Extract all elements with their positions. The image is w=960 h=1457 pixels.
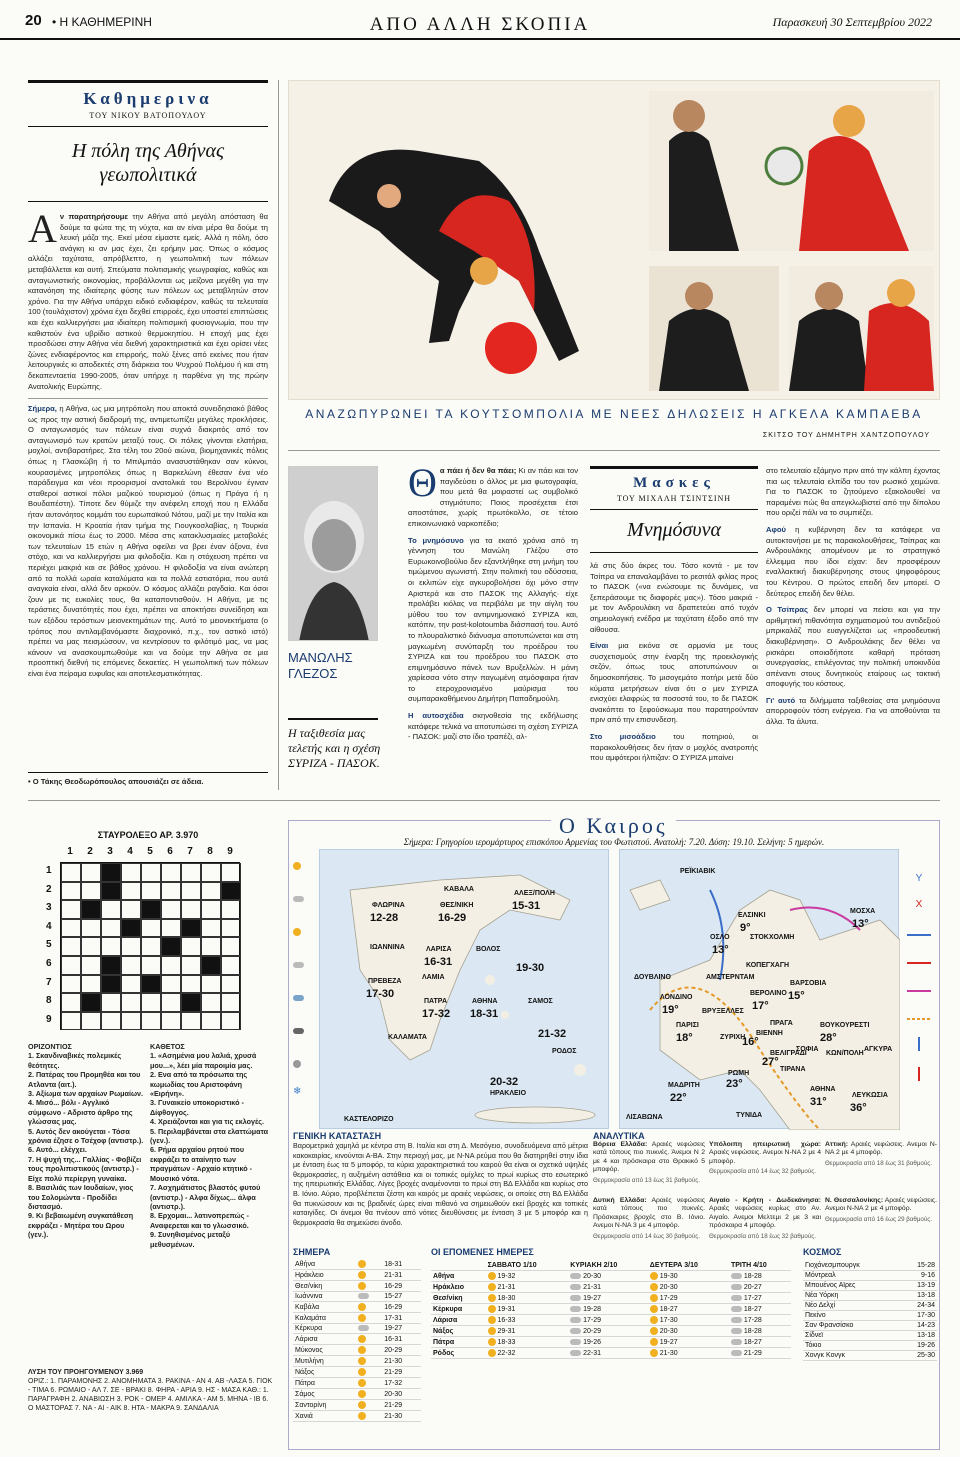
crossword-cell	[141, 975, 161, 994]
portrait-photo	[288, 466, 378, 641]
crossword-cell[interactable]	[221, 956, 241, 975]
crossword-cell[interactable]	[121, 937, 141, 956]
crossword-cell[interactable]	[161, 882, 181, 901]
crossword-cell[interactable]	[121, 882, 141, 901]
crossword-cell[interactable]	[61, 1012, 81, 1031]
crossword-solution: ΛΥΣΗ ΤΟΥ ΠΡΟΗΓΟΥΜΕΝΟΥ 3.969 ΟΡΙΖ.: 1. ΠΑΡΑΜΟΝΗΣ 2. ΑΝΟΜΗΜΑΤΑ 3. ΡΑΚΙΝΑ - ΑΝ 4. ΑΒ -ΛΑΣΑ 5. ΓΙΟΚ - ΤΙΜΑ 6. ΡΩΜΑΙΟ - ΑΛ 7. ΣΕ - ΒΡΑΚΙ 8. ΦΗΡΑ - ΑΡΙΑ 9. ΗΣ - ΜΑΣΑ ΚΑΘ.: 1. ΠΑΡΑΓΡΑΦΗ 2. ΑΝΑΒΙΩΣΗ 3. ΡΟΚ - ΟΜΕΡ 4. ΑΜΙΛΚΑ - ΑΜ 5. ΜΗΝΑ - ΙΒ 6. Ο ΜΑΣΤΟΡΑΣ 7. ΝΑ - ΑΙ - ΑΙΚ 8. ΗΤΑ - ΜΑΚΡΑ 9. ΣΑΝΔΑΛΙΑ	[28, 1369, 273, 1412]
weather-section	[288, 813, 940, 1450]
table-row: Νέα Υόρκη 13-18	[805, 1292, 935, 1299]
crossword-cell[interactable]	[101, 937, 121, 956]
table-row: Πάτρα 18-33 19-26 19-27 18-27	[431, 1337, 791, 1348]
crossword-cell[interactable]	[181, 975, 201, 994]
sun-icon	[293, 862, 301, 870]
svg-text:X: X	[915, 899, 923, 910]
crossword-cell[interactable]	[161, 900, 181, 919]
table-row: Θεσ/νίκη 18-30 19-27 17-29 17-27	[431, 1293, 791, 1304]
crossword-cell	[161, 937, 181, 956]
crossword-cell	[181, 993, 201, 1012]
column-title: Η πόλη της Αθήνας γεωπολιτικά	[28, 126, 268, 202]
section-title: ΑΠΟ ΑΛΛΗ ΣΚΟΠΙΑ	[369, 14, 591, 35]
crossword-cell[interactable]	[81, 956, 101, 975]
crossword-cell	[101, 863, 121, 882]
crossword-cell[interactable]	[141, 993, 161, 1012]
table-row: Νάξος 21-29	[293, 1367, 421, 1378]
crossword-cell[interactable]	[141, 919, 161, 938]
table-row: Λάρισα 16-31	[293, 1334, 421, 1345]
crossword-cell[interactable]	[221, 937, 241, 956]
table-row: Καλαμάτα 17-31	[293, 1313, 421, 1324]
table-row: Χανιά 21-30	[293, 1411, 421, 1422]
page-number: 20	[25, 12, 42, 29]
svg-text:Y: Y	[915, 873, 923, 884]
column-byline: ΤΟΥ ΝΙΚΟΥ ΒΑΤΟΠΟΥΛΟΥ	[89, 111, 207, 120]
crossword-cell[interactable]	[61, 919, 81, 938]
table-row: Χονγκ Κονγκ 25-30	[805, 1352, 935, 1359]
moon-icon	[293, 1060, 301, 1068]
weather-title: Ο Καιρος	[551, 813, 676, 839]
column-head: Καθημερινα	[83, 89, 213, 108]
today-table	[293, 1259, 421, 1422]
crossword-cell[interactable]	[161, 993, 181, 1012]
crossword-cell[interactable]	[181, 937, 201, 956]
crossword-cell[interactable]	[201, 919, 221, 938]
maskes-head: Μασκες	[633, 475, 715, 491]
table-row: Σαντορίνη 21-29	[293, 1400, 421, 1411]
crossword-cell[interactable]	[61, 937, 81, 956]
crossword-cell[interactable]	[221, 919, 241, 938]
next-days-heading: ΟΙ ΕΠΟΜΕΝΕΣ ΗΜΕΡΕΣ	[431, 1247, 534, 1257]
crossword-cell[interactable]	[161, 956, 181, 975]
cloud-icon	[293, 962, 304, 968]
crossword-cell[interactable]	[101, 993, 121, 1012]
sun-icon	[293, 928, 301, 936]
cartoon-illustration	[288, 80, 940, 400]
cloud-icon	[293, 896, 304, 902]
rain-icon	[293, 995, 304, 1001]
crossword-cell[interactable]	[161, 1012, 181, 1031]
table-row: Καβάλα 16-29	[293, 1302, 421, 1313]
crossword-cell[interactable]	[201, 937, 221, 956]
crossword-cell	[101, 956, 121, 975]
pull-quote: Η ταξιθεσία μας τελετής και η σχέση ΣΥΡΙΖΑ - ΠΑΣΟΚ.	[288, 726, 381, 770]
table-row: Μύκονος 20-29	[293, 1345, 421, 1356]
crossword-cell[interactable]	[121, 863, 141, 882]
crossword-cell[interactable]	[181, 1012, 201, 1031]
analytic-heading: ΑΝΑΛΥΤΙΚΑ	[593, 1131, 645, 1141]
table-row: Κέρκυρα 19-27	[293, 1324, 421, 1334]
table-row: Ηράκλειο 21-31	[293, 1270, 421, 1281]
portrait-name: ΜΑΝΩΛΗΣ ΓΛΕΖΟΣ	[288, 650, 353, 681]
regional-forecasts: Βόρεια Ελλάδα: Αραιές νεφώσεις κατά τόπους πιο πυκνές. Άνεμοι Ν 2 με 4 και πρόσκαιρα στο Θρακικό 5 μποφόρ. Θερμοκρασία από 13 έως 31 βαθμούς. Υπόλοιπη ηπειρωτική χώρα: Αραιές νεφώσεις. Ανεμοι Ν-ΝΑ 2 με 4 μποφόρ. Θερμοκρασία από 14 έως 32 βαθμούς. Αττική: Αραιές νεφώσεις. Ανεμοι Ν-ΝΑ 2 με 4 μποφόρ. Θερμοκρασία από 18 έως 31 βαθμούς. Δυτική Ελλάδα: Αραιές νεφώσεις κατά τόπους πιο πυκνές. Πρόσκαιρες βροχές στο Β. Ιόνιο. Ανεμοι Ν-ΝΑ 3 με 4 μποφόρ. Θερμοκρασία από 14 έως 30 βαθμούς. Αιγαίο - Κρήτη - Δωδεκάνησα: Αραιές νεφώσεις κυρίως στο Αν. Αιγαίο. Ανεμοι Μελτεμι 2 με 3 και πρόσκαιρα 4 μποφόρ. Θερμοκρασία από 18 έως 32 βαθμούς. Ν. Θεσσαλονίκης: Αραιές νεφώσεις. Ανεμοι Ν-ΝΑ 2 με 4 μποφόρ. Θερμοκρασία από 16 έως 29 βαθμούς.	[593, 1141, 938, 1240]
column-body: Αν παρατηρήσουμε την Αθήνα από μεγάλη απόσταση θα δούμε τα φώτα της τη νύχτα, και αν είναι μέρα θα δούμε τη λευκή μάζα της. Εκεί μέσα είμαστε εμείς. Αλλά η πόλη, όσο ανάγκη κι αν μας έχει, ζει ερήμην μας. Όπως ο κόσμος αλλάζει ταχύτατα, απρόβλεπτο, η γεωπολιτική των πόλεων μεταβάλλεται και αυτή. Σπεύματα πολιτισμικής γεωγραφίας, καθώς και ανταγωνιστικής οικονομίας, προβάλλονται ως μείζονα μεγέθη για την κατανόηση της ιδιαίτερης φύσης των πόλεων ως μεταβλητών στον χρόνο. Για την Αθήνα υπάρχει ειδικό ενδιαφέρον, καθώς τα τελευταία 100 (τουλάχιστον) χρόνια έχει δεχθεί επιρροές, έχει υποστεί επιπτώσεις και έχει καλλιεργήσει μια ιδιαίτερη πολιτισμική φυσιογνωμία, που την καθιστούν ένα υβρίδιο αστικού θερμοκηπίου. Η εποχή μας έχει προσδώσει στην Αθήνα νέα διεθνή χαρακτηριστικά και έχει ορίσει νέες ζώνες ενδιαφέροντος και επιρροής, πολύ ξένες από εκείνες που ήταν λειτουργικές κι αποδεκτές στη διάρκεια του Ψυχρού Πολέμου ή και στη δεκαπενταετία 1990-2005, όταν υπήρχε η παρθένα γη της πρώην Ανατολικής Ευρώπης. Σήμερα, η Αθήνα, ως μια μητρόπολη που αποκτά συνειδησιακό βάθος ως προς την αστική διαδρομή της, αντιμετωπίζει μεγάλες προκλήσεις. Ο ανταγωνισμός των πόλεων είναι συχνά διακριτός από τον ανταγωνισμό των κρατών μεταξύ τους. Οι πόλεις γίνονται ελατήρια, μοχλοί, αντιβαρατήρες. Στα τέλη του 20ού αιώνα, βιομηχανικές πόλεις όπως η Γλασκώβη ή το Μπιλμπάο ανασυστάθηκαν σαν κύκνοι, κουρασμένες μητροπόλεις όπως η Βαρκελώνη έθεσαν ένα νέο παράδειγμα και νέοι προορισμοί ανατολικά του Βερολίνου έγιναν σταθεροί αστικοί πόλοι μαζικού τουρισμού (όπως η Πράγα ή η Βουδαπέστη). Τίποτε δεν θύμιζε την ανέφελη εποχή που η Ελλάδα ήταν αυτονόητος κομμάτι του ευρωπαϊκού Νότου, μαζί με την Ιταλία και την Ισπανία. Η Κροατία ήταν τμήμα της Γιουγκοσλαβίας, η Τουρκία οικονομικά πίσω έως το 2000. Μέσα στις κατακλυσμιαίες μεταβολές των τελευταίων 15 ετών η Αθήνα οφείλει να βρει έναν άξονα, ένα στόχο, και να καλλιεργήσει μια φιλοδοξία. Και η στόχευση πρέπει να περιέχει μακριά και σε βάθος χρόνου. Η φιλοδοξία να είναι ανώτερη από τα πολλά ωραία καταλύματα και τα πολλά εστιατόρια, που αυτά αναγκαία είναι, αλλά δεν αρκούν. Ο κόσμος αλλάζει ραγδαία. Και όσοι ζουν με τις ευκολίες τους, θα καταποντισθούν. Η Αθήνα, με τις τεράστιες δυνατότητές που έχει, πρέπει να αποκτήσει συνείδηση και των εξόδου τερόστιων μειονεκτημάτων της. Αυτό το μειονεκτήματα (ο τρόπος που αντιλαμβανόμαστε διαχρονικό, π.χ., τον αστικό ιστό) πρέπει να μας πεισμώσουν, να κεντρίσουν το φιλότιμό μας, να μας κάνουν να ανασκουμπωθούμε και να δούμε την Αθήνα σε μια προοπτική διεθνή τις επόμενες δεκαετίες. Η γεωπολιτική των πόλεων είναι ένα πείραμα ευφυΐας και αποτελεσματικότητας.	[28, 206, 268, 678]
crossword-cell[interactable]	[61, 993, 81, 1012]
crossword-cell[interactable]	[181, 900, 201, 919]
crossword-cell	[121, 919, 141, 938]
crossword-cell[interactable]	[161, 975, 181, 994]
crossword-down: ΚΑΘΕΤΟΣ 1. «Ασημένια μου λαλιά, χρυσά μου...», λέει μία παροιμία μας. 2. Ενα από τα πρόσωπα της κωμωδίας του Αριστοφάνη «Ειρήνη». 3. Γυναικείο υποκοριστικό - Δίφθογγος. 4. Χρειάζονται και για τις εκλογές. 5. Περιλαμβάνεται στα ελαττώματα (γεν.). 6. Ρήμα αρχαίου ρητού που εκφράζει το αταίνητο των πραγμάτων - Αρχαίο κτητικό - Μουσικό νότα. 7. Ασχημάτιστος βλαστός φυτού (αντιστρ.) - Αλφα δίχως... άλφα (αντιστρ.). 8. Ερχομαι... λατινοπρεπώς - Αναφερεται και το γλωσσικό. 9. Συνηθισμένος μεταξύ μεθυσμένων.	[150, 1042, 269, 1249]
table-row: Λάρισα 16-33 17-29 17-30 17-28	[431, 1315, 791, 1326]
table-row: Σάμος 20-30	[293, 1389, 421, 1400]
crossword-cell	[101, 975, 121, 994]
crossword-cell[interactable]	[141, 956, 161, 975]
cartoon-credit: ΣΚΙΤΣΟ ΤΟΥ ΔΗΜΗΤΡΗ ΧΑΝΤΖΟΠΟΥΛΟΥ	[762, 432, 930, 439]
table-row: Ιωάννινα 15-27	[293, 1292, 421, 1302]
table-row: Πεκίνο 17-30	[805, 1312, 935, 1319]
crossword-cell[interactable]	[161, 863, 181, 882]
today-heading: ΣΗΜΕΡΑ	[293, 1247, 331, 1257]
table-row: Μυτιλήνη 21-30	[293, 1356, 421, 1367]
crossword-cell	[101, 882, 121, 901]
table-row: Πάτρα 17-32	[293, 1378, 421, 1389]
crossword-cell[interactable]	[81, 919, 101, 938]
weather-subtitle: Σήμερα: Γρηγορίου ιερομάρτυρος επισκόπου Αρμενίας του Φωτιστού. Ανατολή: 7.20. Δύση: 19.10. Σελήνη: 5 ημερών.	[403, 837, 825, 847]
crossword-cell[interactable]	[221, 900, 241, 919]
table-row: Ρόδος 22-32 22-31 21-30 21-29	[431, 1348, 791, 1359]
crossword-cell[interactable]	[201, 900, 221, 919]
article-column-body: Θα πάει ή δεν θα πάει; Κι αν πάει και τον παγιδεύσει ο άλλος με μια φωτογραφία, που μετά θα μοιραστεί ως συμβολικό στιγμιότυπο; Ποιος προσέχεται έτσι αποστάτισε, χωρίς πρωτόκολλο, σε τέτοιο επικοινωνιακό ναρκοπέδιο; Το μνημόσυνο για τα εκατό χρόνια από τη γέννηση του Μανώλη Γλέζου στο Ευρωκοινοβούλιο δεν εξαντλήθηκε στη μνήμη του τιμώμενου αγωνιστή. Στην πολιτική του οδύσσεια, οι εκλιπών είχε αγκυροβολήσει όχι μόνο στην Αριστερά και στο ΠΑΣΟΚ της Αλλαγής· είχε προλάβει κιόλας να περιβάλει με την αίγλη του μύθου του τον αντιμνημονιακό ΣΥΡΙΖΑ και, κατόπιν, την post-kolotoumba διάσπασή του. Αυτό το πλουραλιστικό διάνυσμα αποτυπώνεται και στη μαγκωμένη συνύπαρξη του προέδρου του ΣΥΡΙΖΑ και του προέδρου του ΠΑΣΟΚ στο επιμνημόσυνο πάνελ των Βρυξελλών. Η μάνη χαρίεσσα νότο στην παγωμένη ατμόσφαιρα ήταν το ετεροχρονισμένο μαύρισμα του συμπαρακαθήμενου Δημήτρη Παπαδημούλη. Η αυτοσχέδια σκηνοθεσία της εκδήλωσης κατάφερε τελικά να αποτυπώσει τη σχέση ΣΥΡΙΖΑ - ΠΑΣΟΚ: μαζί στο ίδιο τραπέζι, αλ-	[408, 460, 578, 742]
crossword-cell[interactable]	[81, 882, 101, 901]
crossword-cell[interactable]	[101, 900, 121, 919]
crossword-cell[interactable]	[121, 1012, 141, 1031]
front-legend	[903, 871, 937, 1121]
crossword-cell	[81, 900, 101, 919]
weather-legend	[293, 849, 317, 1129]
crossword-cell[interactable]	[121, 993, 141, 1012]
table-row: Γιοχάνεσμπουργκ 15-28	[805, 1262, 935, 1269]
crossword-across: ΟΡΙΖΟΝΤΙΟΣ 1. Σκανδιναβικές πολεμικές θεότητες. 2. Πατέρας του Προμηθέα και του Ατλαντα (αιτ.). 3. Αξίωμα των αρχαίων Ρωμαίων. 4. Μισό... βόλι - Αγγλικό σύμφωνο - Αδριστο άρθρο της γλώσσας μας. 5. Αυτός δεν ακούγεται - Τόσα χρόνια έζησε ο Τσέχοφ (αντιστρ.). 6. Αυτό... ελέγχει. 7. Η ψυχή της... Γαλλίας - Φοβίζει τους προλιπιστικούς (αντιστρ.) - Είχε πολύ περίεργη γυναίκα. 8. Βασιλιάς των Ιουδαίων, γιος του Σολομώντα - Προδίδει διστασμό. 9. Κι βεβαιωμένη συγκατάθεση εκφράζει - Μητέρα του Ωρου (γεν.).	[28, 1042, 144, 1240]
crossword-cell[interactable]	[181, 882, 201, 901]
crossword-cell[interactable]	[201, 1012, 221, 1031]
crossword-cell[interactable]	[61, 900, 81, 919]
crossword-cell[interactable]	[61, 975, 81, 994]
crossword-cell[interactable]	[121, 975, 141, 994]
maskes-continued: στο τελευταίο εξάμηνο πριν από την κάλπη έχοντας πια ως τελευταία ελπίδα του τον ρωσικό χειμώνα. Για το ΠΑΣΟΚ το ζητούμενο εξακολουθεί να παραμένει πώς θα απεγκλωβιστεί από την δίπολου που οριζεί πάλι να το συμπιέζει. Αφού η κυβέρνηση δεν τα κατάφερε να αυτοκτονήσει με τις παρακολουθήσεις, Τσίπρας και Ανδρουλάκης απομένουν με το στρατηγικό έλλειμμα που ίδοι είχαν: δεν προσφέρουν εναλλακτική διακυβέρνησης στους ψηφοφόρους του Κέντρου. Ο πρώτος επειδή δεν μπορεί. Ο δεύτερος επειδή δεν θέλει. Ο Τσίπρας δεν μπορεί να πείσει και για την αριθμητική πιθανότητα σχηματισμού του αντιδεξιού μπρικαλάζ που ευαγγελίζεται ως «προοδευτική διακυβέρνηση». Ο Ανδρουλάκης δεν θέλει να ρισκάρει οποιαδήποτε καθαρή πρόταση συνεργασίας, επιλέγοντας την πολιτική υποκινδύα απέναντι στους δυνητικούς εταίρους ως τακτική αποφυγής του κόστους. Γι' αυτό τα διλήμματα ταξιθεσίας στα μνημόσυνα απορροφούν τόση ενέργεια. Για να αποθούνται τα άλλα. Τα άλυτα.	[766, 466, 940, 727]
table-row: Θεσ/νίκη 16-29	[293, 1281, 421, 1292]
crossword-cell	[141, 900, 161, 919]
crossword-cell[interactable]	[81, 975, 101, 994]
crossword-row-numbers: 1 2 3 4 5 6 7 8 9	[46, 865, 52, 1025]
world-heading: ΚΟΣΜΟΣ	[803, 1247, 842, 1257]
world-table	[803, 1261, 937, 1361]
table-row: Κέρκυρα 19-31 19-28 18-27 18-27	[431, 1304, 791, 1315]
crossword-cell[interactable]	[81, 937, 101, 956]
storm-icon	[293, 1028, 304, 1034]
crossword-cell[interactable]	[121, 900, 141, 919]
general-heading: ΓΕΝΙΚΗ ΚΑΤΑΣΤΑΣΗ	[293, 1131, 382, 1141]
crossword-cell[interactable]	[101, 1012, 121, 1031]
table-row: Νέο Δελχί 24-34	[805, 1302, 935, 1309]
crossword-cell[interactable]	[141, 882, 161, 901]
crossword-cell	[221, 882, 241, 901]
crossword-cell[interactable]	[181, 956, 201, 975]
table-row: Μπουένος Αϊρες 13-19	[805, 1282, 935, 1289]
crossword-cell	[81, 993, 101, 1012]
crossword-title: ΣΤΑΥΡΟΛΕΞΟ ΑΡ. 3.970	[97, 830, 199, 840]
crossword-cell[interactable]	[121, 956, 141, 975]
europe-weather-map: ΡΕΪΚΙΑΒΙΚ ΕΛΣΙΝΚΙ 9° ΜΟΣΧΑ 13° ΟΣΛΟ 13° ΣΤΟΚΧΟΛΜΗ ΚΟΠΕΓΧΑΓΗ ΔΟΥΒΛΙΝΟ ΑΜΣΤΕΡΝΤΑΜ ΒΑΡΣΟΒΙΑ 15° ΛΟΝΔΙΝΟ 19° ΒΕΡΟΛΙΝΟ 17° ΒΡΥΞΕΛΛΕΣ ΠΡΑΓΑ ΠΑΡΙΣΙ 18° ΒΙΕΝΝΗ 16° ΒΟΥΚΟΥΡΕΣΤΙ 28° ΖΥΡΙΧΗ ΣΟΦΙΑ ΒΕΛΙΓΡΑΔΙ 27° ΚΩΝ/ΠΟΛΗ ΑΓΚΥΡΑ ΤΙΡΑΝΑ ΡΩΜΗ 23° ΜΑΔΡΙΤΗ 22° ΑΘΗΝΑ 31° ΛΕΥΚΩΣΙΑ 36° ΛΙΣΑΒΩΝΑ ΤΥΝΙΔΑ	[619, 849, 899, 1129]
crossword-cell[interactable]	[101, 919, 121, 938]
crossword-col-numbers: 1 2 3 4 5 6 7 8 9	[67, 846, 233, 857]
table-row: Ηράκλειο 21-31 21-31 20-30 20-27	[431, 1282, 791, 1293]
crossword-cell[interactable]	[61, 882, 81, 901]
table-row: Σαν Φρανσίσκο 14-23	[805, 1322, 935, 1329]
page-header	[0, 0, 960, 40]
maskes-title: Μνημόσυνα	[590, 509, 758, 553]
general-forecast: Βαρομετρικά χαμηλά με κέντρα στη Β. Ιταλία και στη Δ. Μεσόγειο, συνοδευόμενα από μέτρια κακοκαιρίας, κινούνται Α-ΒΑ. Στην περιοχή μας, με Ν-ΝΑ ρεύμα που θα διατηρηθεί στην ίδια με ένταση έως τα 5 μποφόρ, τα κύρια χαρακτηριστικά του καιρού θα είναι οι σχετικά υψηλές θερμοκρασίες, η αυξημένη αστάθεια και οι τοπικές ομίχλες το πρωί κυρίως στο εσωτερικό της ηπειρωτικής Ελλάδας. Λίγες βροχές αναμένονται το πρωί στη ΒΔ Ελλάδα και κυρίως στο Β. Ιόνιο. Αύριο, προβλέπεται ζέστη και καιρός με αραιές νεφώσεις, οι οποίες στη ΒΔ Ελλάδα θα πυκνώσουν και τις βραδινές ώρες είναι πιθανό να σημειωθούν εκεί βροχές και τοπικές καταιγίδες. Οι άνεμοι θα πνέουν από νότιες διευθύνσεις με ένταση 3 με 5 μποφόρ και η θερμοκρασία θα σημειώσει άνοδο.	[293, 1141, 588, 1227]
greece-weather-map: ΦΛΩΡΙΝΑ 12-28 ΚΑΒΑΛΑ ΘΕΣ/ΝΙΚΗ 16-29 ΑΛΕΞ/ΠΟΛΗ 15-31 ΙΩΑΝΝΙΝΑ ΛΑΡΙΣΑ 16-31 ΒΟΛΟΣ ΛΑΜΙΑ 19-30 ΠΡΕΒΕΖΑ 17-30 ΠΑΤΡΑ 17-32 ΑΘΗΝΑ 18-31 ΣΑΜΟΣ ΚΑΛΑΜΑΤΑ 21-32 ΡΟΔΟΣ 20-32 ΗΡΑΚΛΕΙΟ ΚΑΣΤΕΛΟΡΙΖΟ	[319, 849, 609, 1129]
table-row: Αθήνα 19-32 20-30 19-30 18-28	[431, 1271, 791, 1282]
table-row: Τόκιο 19-26	[805, 1342, 935, 1349]
crossword-cell[interactable]	[141, 937, 161, 956]
crossword-cell[interactable]	[201, 975, 221, 994]
crossword-cell[interactable]	[221, 975, 241, 994]
crossword-cell[interactable]	[141, 863, 161, 882]
maskes-byline: ΤΟΥ ΜΙΧΑΛΗ ΤΣΙΝΤΣΙΝΗ	[616, 494, 732, 503]
crossword-cell[interactable]	[161, 919, 181, 938]
crossword-cell	[181, 919, 201, 938]
crossword-cell[interactable]	[181, 863, 201, 882]
crossword-cell	[201, 956, 221, 975]
crossword-grid[interactable]	[60, 862, 240, 1030]
crossword-cell[interactable]	[61, 863, 81, 882]
table-row: Αθήνα 18-31	[293, 1259, 421, 1270]
next-days-table: ΣΑΒΒΑΤΟ 1/10 ΚΥΡΙΑΚΗ 2/10 ΔΕΥΤΕΡΑ 3/10 ΤΡΙΤΗ 4/10 Αθήνα 19-32 20-30 19-30 18-28 Ηράκλειο 21-31 21-31 20-30 20-27 Θεσ/νίκη 18-30 19-27 17-29 17-27 Κέρκυρα 19-31 19-28 18-27 18-27 Λάρισα 16-33 17-29 17-30 17-28 Νάξος 29-31 20-29 20-30 18-28 Πάτρα 18-33 19-26 19-27 18-27 Ρόδος 22-32 22-31 21-30 21-29	[431, 1261, 791, 1359]
snow-icon: ❄	[293, 1086, 302, 1097]
cartoon-caption: ΑΝΑΖΩΠΥΡΩΝΕΙ ΤΑ ΚΟΥΤΣΟΜΠΟΛΙΑ ΜΕ ΝΕΕΣ ΔΗΛΩΣΕΙΣ Η ΑΓΚΕΛΑ ΚΑΜΠΑΕΒΑ	[305, 407, 923, 421]
crossword-cell[interactable]	[221, 863, 241, 882]
column-maskes: Μασκες ΤΟΥ ΜΙΧΑΛΗ ΤΣΙΝΤΣΙΝΗ Μνημόσυνα λά στις δύο άκρες του. Τόσο κοντά - με τον Τσίπρα να επαναλαμβάνει το ρεσιτάλ φιλίας προς το ΠΑΣΟΚ («να ενώσουμε τις δυνάμεις, να ξεπεράσουμε τις διαφορές μας»). Τόσο μακριά - με τον Ανδρουλάκη να δραπετεύει από τυχόν σημειολογική ενέδρα με ταχύτατη έξοδο από την αίθουσα. Είναι μια εικόνα σε αρμονία με τους συσχετισμούς στην έναρξη της προεκλογικής σεζόν, όπως τους αποτυπώνουν οι δημοσκοπήσεις. Το μισογεμάτο ποτήρι μετά δύο κύματα μετρήσεων είναι ότι ο μεν ΣΥΡΙΖΑ ενισχύει ελαφρώς τα ποσοστά του, το δε ΠΑΣΟΚ ανακόπτει το ξεφούσκωμα που παρατηρούνταν πριν από την επισυνδεση. Στο μισοάδειο του ποτηριού, οι παρακολουθήσεις δεν ήταν ο μοχλός ανατροπής που αμφότεροι ήλπιζαν: Ο ΣΥΡΙΖΑ μπαίνει	[590, 466, 758, 770]
crossword-cell[interactable]	[221, 1012, 241, 1031]
crossword-cell[interactable]	[81, 1012, 101, 1031]
column-footnote: • Ο Τάκης Θεοδωρόπουλος απουσιάζει σε άδεια.	[28, 772, 268, 788]
table-row: Σίδνεϊ 13-18	[805, 1332, 935, 1339]
crossword-cell[interactable]	[141, 1012, 161, 1031]
crossword-cell[interactable]	[201, 863, 221, 882]
crossword-cell[interactable]	[221, 993, 241, 1012]
column-kathimerina	[28, 80, 268, 790]
crossword-cell[interactable]	[61, 956, 81, 975]
newspaper-name: • Η ΚΑΘΗΜΕΡΙΝΗ	[52, 15, 152, 29]
crossword-cell[interactable]	[201, 882, 221, 901]
crossword-cell[interactable]	[201, 993, 221, 1012]
table-row: Μόντρεαλ 9-16	[805, 1272, 935, 1279]
crossword-cell[interactable]	[81, 863, 101, 882]
issue-date: Παρασκευή 30 Σεπτεμβρίου 2022	[772, 15, 932, 29]
table-row: Νάξος 29-31 20-29 20-30 18-28	[431, 1326, 791, 1337]
